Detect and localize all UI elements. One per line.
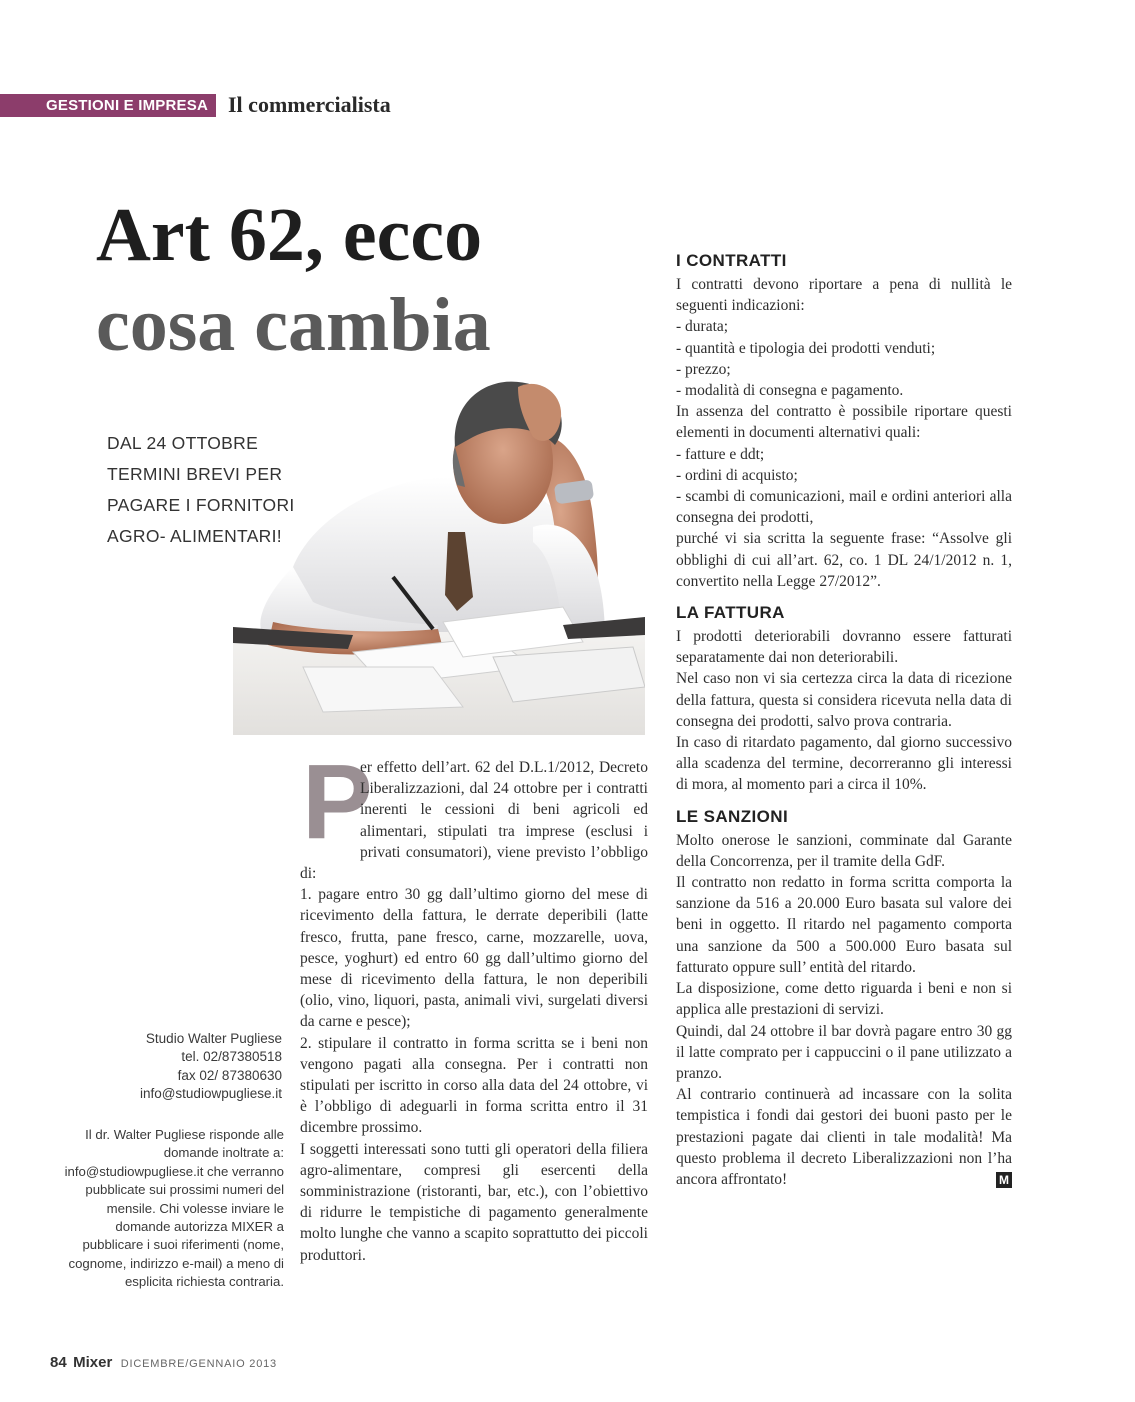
subtitle-line: PAGARE I FORNITORI: [107, 495, 295, 515]
contratti-heading: I CONTRATTI: [676, 251, 787, 270]
article-title: [96, 190, 616, 370]
list-item: - durata;: [676, 318, 729, 336]
subtitle-line: DAL 24 OTTOBRE: [107, 433, 259, 453]
sanzioni-paragraph: Molto onerose le sanzioni, comminate dal Garante della Concorrenza, per il tramite della GdF.: [676, 831, 1012, 870]
contratti-closing: purché vi sia scritta la seguente frase: “Assolve gli obblighi di cui all’art. 62, co. 1 DL 24/1/2012 n. 1, convertito nella Legge 27/2012”.: [676, 530, 1012, 590]
sanzioni-paragraph: Quindi, dal 24 ottobre il bar dovrà pagare entro 30 gg il latte comprato per i cappuccini o il pane utilizzato a pranzo.: [676, 1022, 1012, 1082]
article-point-1: 1. pagare entro 30 gg dall’ultimo giorno del mese di ricevimento della fattura, le derrate deperibili (latte fresco, frutta, pane fresco, carne, mozzarelle, uova, pesce, yoghurt) ed entro 60 gg dall’ultimo giorno del mese di ricevimento della fattura, le non deperibili (olio, vino, liquori, pasta, animali vivi, surgelati diversi da carne e pesce);: [300, 886, 648, 1031]
end-of-article-mark: M: [996, 1172, 1012, 1188]
list-item: - scambi di comunicazioni, mail e ordini anteriori alla consegna dei prodotti,: [676, 488, 1012, 527]
page-footer: [50, 1354, 277, 1372]
fattura-section: [676, 602, 1012, 796]
sanzioni-final-text: Al contrario continuerà ad incassare con la solita tempistica i fondi dai gestori dei buoni pasto per le prestazioni pagate dai clienti in tale modalità! Ma questo problema il decreto Liberalizzazioni non l’ha ancora affrontato!: [676, 1086, 1012, 1188]
subtitle-line: TERMINI BREVI PER: [107, 464, 283, 484]
contact-line: tel. 02/87380518: [181, 1049, 282, 1065]
contact-line: Studio Walter Pugliese: [145, 1031, 282, 1046]
fattura-paragraph: In caso di ritardato pagamento, dal giorno successivo alla scadenza del termine, decorreranno gli interessi di mora, al momento pari a circa il 10%.: [676, 734, 1012, 794]
article-point-2: 2. stipulare il contratto in forma scritta se i beni non vengono pagati alla consegna. Per i contratti non stipulati per iscritto in corso alla data del 24 ottobre, vi è l’obbligo di adeguarli in forma scritta entro il 31 dicembre prossimo.: [300, 1034, 648, 1137]
contratti-section: [676, 250, 1012, 592]
sanzioni-paragraph: Il contratto non redatto in forma scritta comporta la sanzione da 516 a 20.000 Euro basata sul valore dei beni in oggetto. Il ritardo nel pagamento comporta una sanzione da 500 a 500.000 Euro basata sul fatturato oppure sull’ entità del ritardo.: [676, 874, 1012, 976]
sanzioni-section: [676, 806, 1012, 1190]
sanzioni-paragraph: La disposizione, come detto riguarda i beni e non si applica alle prestazioni di servizi.: [676, 980, 1012, 1019]
title-line-1: Art 62, ecco: [96, 193, 483, 277]
list-item: - modalità di consegna e pagamento.: [676, 382, 904, 400]
article-sidebar-column: [676, 250, 1012, 1200]
reader-questions-note: Il dr. Walter Pugliese risponde alle domande inoltrate a: info@studiowpugliese.it che verranno pubblicate sui prossimi numeri del mensile. Chi volesse inviare le domande autorizza MIXER a pubblicare i suoi riferimenti (nome, cognome, indirizzo e-mail) a meno di esplicita richiesta contraria.: [64, 1127, 284, 1290]
sanzioni-heading: LE SANZIONI: [676, 806, 789, 826]
contratti-intro: I contratti devono riportare a pena di nullità le seguenti indicazioni:: [676, 276, 1012, 315]
subtitle-line: AGRO- ALIMENTARI!: [107, 526, 282, 546]
page-number: 84: [50, 1354, 67, 1371]
list-item: - fatture e ddt;: [676, 445, 765, 463]
article-body-column: [300, 743, 648, 1266]
sanzioni-paragraph: [676, 1084, 1012, 1190]
section-name: Il commercialista: [228, 92, 391, 117]
contact-line: fax 02/ 87380630: [177, 1067, 282, 1083]
list-item: - ordini di acquisto;: [676, 466, 798, 484]
drop-cap: P: [302, 743, 373, 861]
author-contact: [62, 1030, 282, 1104]
stressed-man-photo: [233, 367, 645, 735]
title-line-2: cosa cambia: [96, 283, 491, 367]
contact-email[interactable]: info@studiowpugliese.it: [139, 1086, 282, 1102]
list-item: - quantità e tipologia dei prodotti venduti;: [676, 339, 936, 357]
fattura-paragraph: Nel caso non vi sia certezza circa la data di ricezione della fattura, questa si considera ricevuta nella data di consegna dei prodotti, salvo prova contraria.: [676, 670, 1012, 730]
issue-date: DICEMBRE/GENNAIO 2013: [120, 1358, 277, 1370]
article-point-3: I soggetti interessati sono tutti gli operatori della filiera agro-alimentare, compresi gli esercenti della somministrazione (ristoranti, bar, etc.), con l’obiettivo di ridurre le tempistiche di pagamento generalmente molto lunghe che vanno a scapito soprattutto dei piccoli produttori.: [300, 1140, 648, 1264]
section-tag: GESTIONI E IMPRESA: [0, 94, 216, 117]
magazine-name: Mixer: [73, 1354, 113, 1371]
fattura-paragraph: I prodotti deteriorabili dovranno essere fatturati separatamente dai non deteriorabili.: [676, 628, 1012, 667]
contratti-alt-intro: In assenza del contratto è possibile riportare questi elementi in documenti alternativi quali:: [676, 403, 1012, 442]
article-intro: er effetto dell’art. 62 del D.L.1/2012, Decreto Liberalizzazioni, dal 24 ottobre per i contratti inerenti le cessioni di beni agricoli ed alimentari, stipulati tra imprese (esclusi i privati consumatori), viene previsto l’obbligo di:: [300, 759, 648, 883]
fattura-heading: LA FATTURA: [676, 603, 785, 623]
list-item: - prezzo;: [676, 360, 731, 378]
